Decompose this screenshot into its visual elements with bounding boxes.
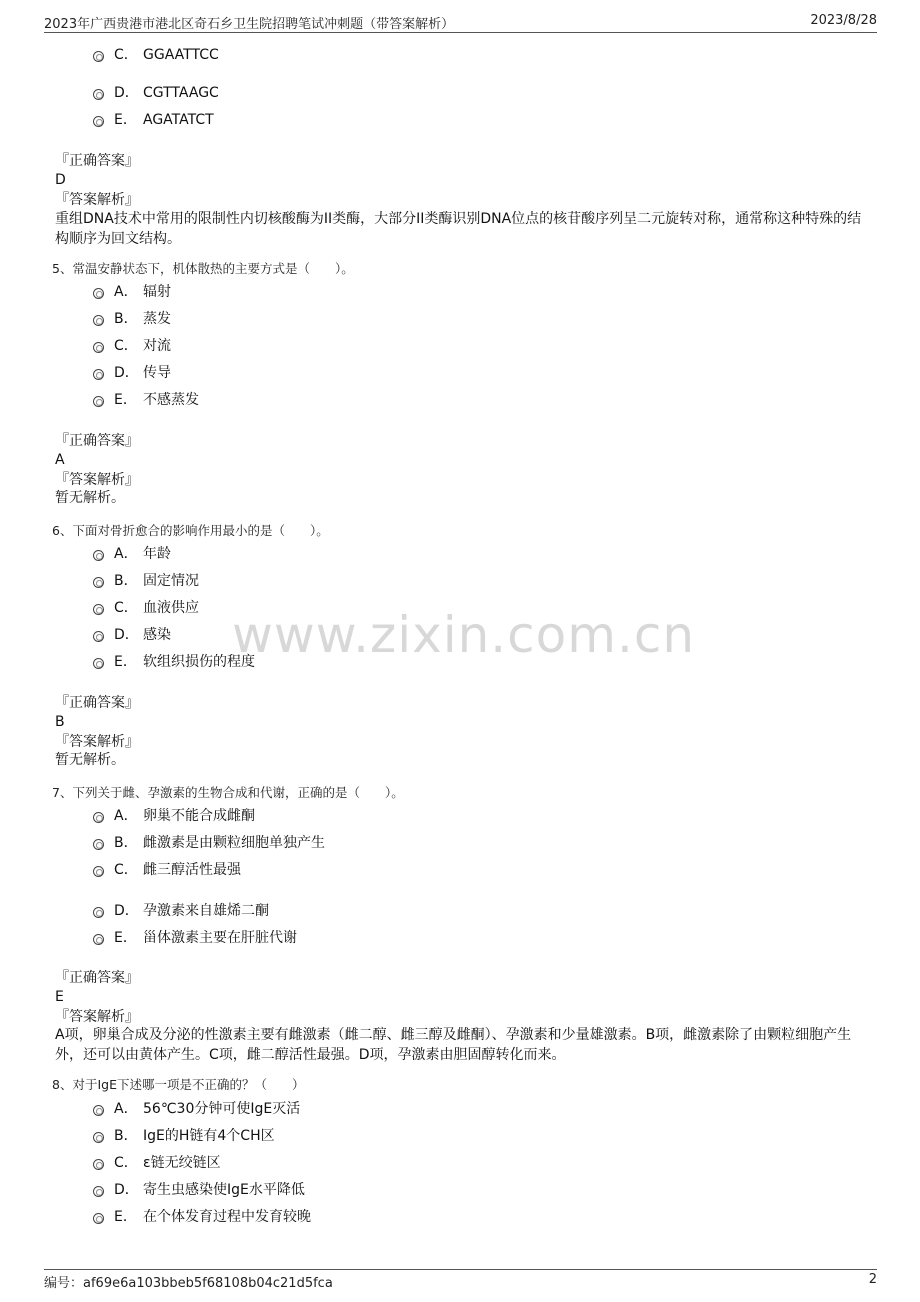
radio-icon[interactable] — [93, 812, 104, 823]
option-q6-c[interactable]: C． 血液供应 — [93, 597, 199, 619]
radio-icon[interactable] — [93, 631, 104, 642]
analysis-label: 『答案解析』 — [55, 192, 139, 208]
option-q5-c[interactable]: C． 对流 — [93, 335, 171, 357]
option-q8-b[interactable]: B． IgE的H链有4个CH区 — [93, 1125, 275, 1147]
question-stem-q7: 7、下列关于雌、孕激素的生物合成和代谢，正确的是（ ）。 — [52, 785, 404, 800]
document-title: 2023年广西贵港市港北区奇石乡卫生院招聘笔试冲刺题（带答案解析） — [44, 17, 455, 32]
correct-answer-q5: A — [55, 452, 65, 468]
question-stem-q5: 5、常温安静状态下，机体散热的主要方式是（ ）。 — [52, 261, 354, 276]
radio-icon[interactable] — [93, 89, 104, 100]
analysis-q5: 暂无解析。 — [55, 490, 125, 506]
radio-icon[interactable] — [93, 907, 104, 918]
radio-icon[interactable] — [93, 658, 104, 669]
option-q4-d[interactable]: D． CGTTAAGC — [93, 82, 219, 104]
analysis-q7: A项，卵巢合成及分泌的性激素主要有雌激素（雌二醇、雌三醇及雌酮）、孕激素和少量雄激素。B项，雌激素除了由颗粒细胞产生外，还可以由黄体产生。C项，雌二醇活性最强。D项，孕激素由胆固醇转化而来。 — [55, 1027, 852, 1063]
radio-icon[interactable] — [93, 342, 104, 353]
radio-icon[interactable] — [93, 288, 104, 299]
analysis-q6: 暂无解析。 — [55, 752, 125, 768]
correct-answer-label: 『正确答案』 — [55, 433, 139, 449]
radio-icon[interactable] — [93, 51, 104, 62]
radio-icon[interactable] — [93, 1186, 104, 1197]
option-q5-a[interactable]: A． 辐射 — [93, 281, 171, 303]
option-q7-e[interactable]: E． 甾体激素主要在肝脏代谢 — [93, 927, 297, 949]
option-q8-d[interactable]: D． 寄生虫感染使IgE水平降低 — [93, 1179, 305, 1201]
correct-answer-q6: B — [55, 714, 65, 730]
option-q5-e[interactable]: E． 不感蒸发 — [93, 389, 199, 411]
page-header — [44, 12, 877, 33]
option-q6-d[interactable]: D． 感染 — [93, 624, 171, 646]
option-q6-e[interactable]: E． 软组织损伤的程度 — [93, 651, 255, 673]
question-stem-q8: 8、对于IgE下述哪一项是不正确的？（ ） — [52, 1077, 305, 1092]
radio-icon[interactable] — [93, 315, 104, 326]
option-q7-b[interactable]: B． 雌激素是由颗粒细胞单独产生 — [93, 832, 325, 854]
radio-icon[interactable] — [93, 116, 104, 127]
radio-icon[interactable] — [93, 604, 104, 615]
radio-icon[interactable] — [93, 839, 104, 850]
radio-icon[interactable] — [93, 1132, 104, 1143]
correct-answer-label: 『正确答案』 — [55, 970, 139, 986]
option-q5-b[interactable]: B． 蒸发 — [93, 308, 171, 330]
watermark: www.zixin.com.cn — [232, 606, 696, 664]
page-footer — [44, 1269, 877, 1290]
question-stem-q6: 6、下面对骨折愈合的影响作用最小的是（ ）。 — [52, 523, 329, 538]
correct-answer-q7: E — [55, 989, 64, 1005]
analysis-label: 『答案解析』 — [55, 472, 139, 488]
option-q8-e[interactable]: E． 在个体发育过程中发育较晚 — [93, 1206, 311, 1228]
option-q7-a[interactable]: A． 卵巢不能合成雌酮 — [93, 805, 255, 827]
option-q7-c[interactable]: C． 雌三醇活性最强 — [93, 859, 241, 881]
document-code: 编号：af69e6a103bbeb5f68108b04c21d5fca — [44, 1276, 333, 1291]
option-q6-a[interactable]: A． 年龄 — [93, 543, 171, 565]
radio-icon[interactable] — [93, 396, 104, 407]
radio-icon[interactable] — [93, 934, 104, 945]
option-q6-b[interactable]: B． 固定情况 — [93, 570, 199, 592]
correct-answer-label: 『正确答案』 — [55, 695, 139, 711]
correct-answer-label: 『正确答案』 — [55, 153, 139, 169]
document-date: 2023/8/28 — [810, 13, 877, 28]
radio-icon[interactable] — [93, 1213, 104, 1224]
radio-icon[interactable] — [93, 1105, 104, 1116]
option-q7-d[interactable]: D． 孕激素来自雄烯二酮 — [93, 900, 269, 922]
radio-icon[interactable] — [93, 866, 104, 877]
option-q5-d[interactable]: D． 传导 — [93, 362, 171, 384]
page-number: 2 — [868, 1272, 877, 1287]
option-q4-e[interactable]: E． AGATATCT — [93, 109, 214, 131]
option-q8-c[interactable]: C． ε链无绞链区 — [93, 1152, 221, 1174]
analysis-q4: 重组DNA技术中常用的限制性内切核酸酶为II类酶，大部分II类酶识别DNA位点的核苷酸序列呈二元旋转对称，通常称这种特殊的结构顺序为回文结构。 — [55, 211, 862, 247]
radio-icon[interactable] — [93, 1159, 104, 1170]
correct-answer-q4: D — [55, 172, 66, 188]
analysis-label: 『答案解析』 — [55, 1009, 139, 1025]
option-q4-c[interactable]: C． GGAATTCC — [93, 44, 219, 66]
radio-icon[interactable] — [93, 550, 104, 561]
radio-icon[interactable] — [93, 369, 104, 380]
analysis-label: 『答案解析』 — [55, 734, 139, 750]
radio-icon[interactable] — [93, 577, 104, 588]
option-q8-a[interactable]: A． 56℃30分钟可使IgE灭活 — [93, 1098, 300, 1120]
